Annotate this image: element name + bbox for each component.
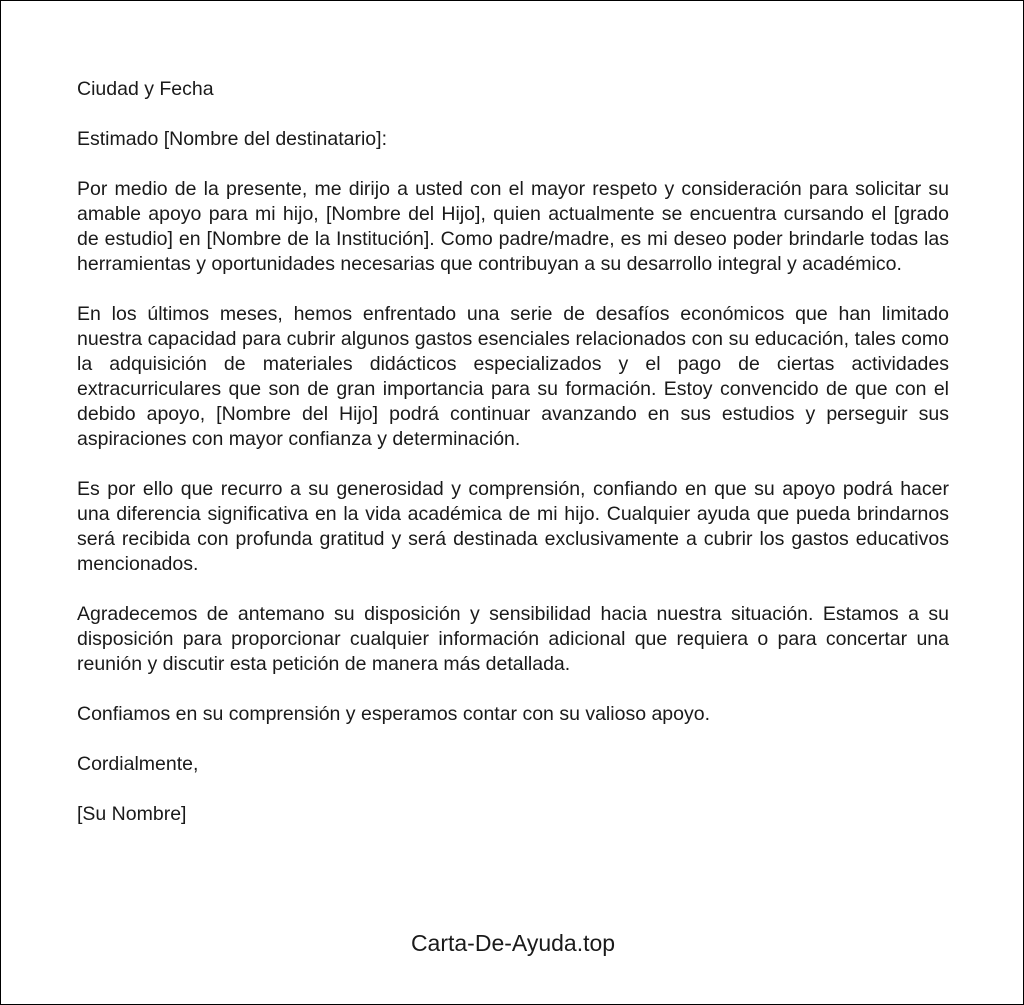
footer-site-name: Carta-De-Ayuda.top bbox=[410, 930, 616, 956]
letter-body bbox=[77, 77, 949, 852]
signature: [Su Nombre] bbox=[77, 803, 187, 825]
place-date: Ciudad y Fecha bbox=[77, 78, 214, 100]
paragraph-situation: En los últimos meses, hemos enfrentado una serie de desafíos económicos que han limitado nuestra capacidad para cubrir algunos gastos esenciales relacionados con su educación, tales como la adquisición de materiales didácticos especializados y el pago de ciertas actividades extracurriculares que son de gran importancia para su formación. Estoy convencido de que con el debido apoyo, [Nombre del Hijo] podrá continuar avanzando en sus estudios y perseguir sus aspiraciones con mayor confianza y determinación. bbox=[77, 303, 949, 450]
paragraph-thanks: Agradecemos de antemano su disposición y sensibilidad hacia nuestra situación. Estamos a su disposición para proporcionar cualquier información adicional que requiera o para concertar una reunión y discutir esta petición de manera más detallada. bbox=[77, 603, 949, 675]
paragraph-appeal: Es por ello que recurro a su generosidad y comprensión, confiando en que su apoyo podrá hacer una diferencia significativa en la vida académica de mi hijo. Cualquier ayuda que pueda brindarnos será recibida con profunda gratitud y será destinada exclusivamente a cubrir los gastos educativos mencionados. bbox=[77, 478, 949, 575]
paragraph-request: Por medio de la presente, me dirijo a usted con el mayor respeto y consideración para solicitar su amable apoyo para mi hijo, [Nombre del Hijo], quien actualmente se encuentra cursando el [grado de estudio] en [Nombre de la Institución]. Como padre/madre, es mi deseo poder brindarle todas las herramientas y oportunidades necesarias que contribuyan a su desarrollo integral y académico. bbox=[77, 178, 949, 275]
greeting: Estimado [Nombre del destinatario]: bbox=[77, 128, 387, 150]
farewell: Cordialmente, bbox=[77, 753, 199, 775]
closing-line: Confiamos en su comprensión y esperamos contar con su valioso apoyo. bbox=[77, 703, 710, 725]
